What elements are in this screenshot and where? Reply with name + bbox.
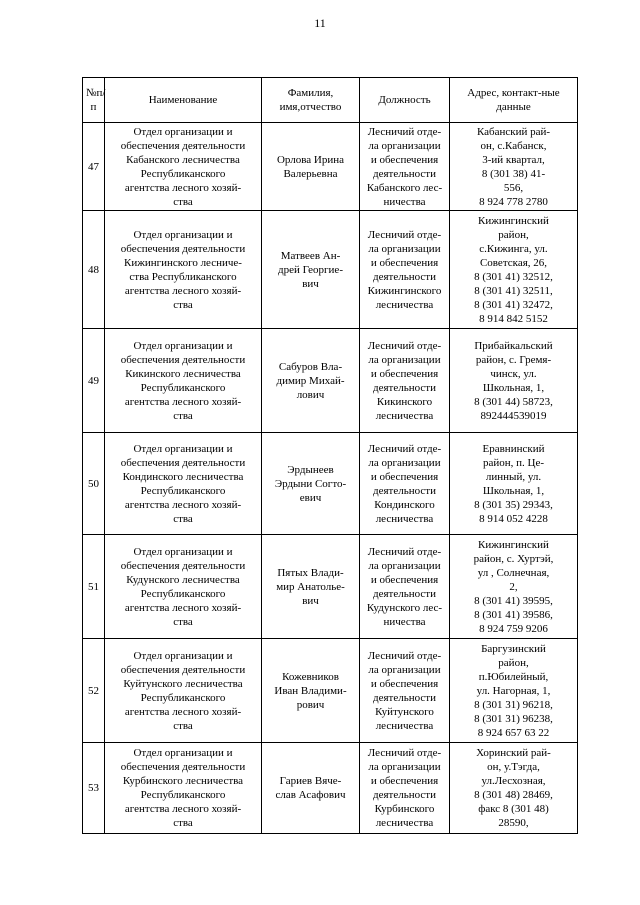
cell-line: Эрдынеев [287, 463, 334, 476]
cell-line: деятельности [373, 270, 436, 283]
cell-line: мир Анатолье- [276, 580, 345, 593]
cell-line: Кижингинского [367, 284, 442, 297]
cell-person-name [262, 123, 360, 211]
cell-line: Гариев Вяче- [279, 775, 342, 787]
cell-line: Куйтунского [375, 705, 434, 718]
cell-line: Кондинского лесничества [122, 470, 244, 483]
cell-line: обеспечения деятельности [120, 242, 246, 255]
cell-line: деятельности [373, 484, 436, 497]
cell-line: агентства лесного хозяй- [124, 395, 242, 408]
cell-line: п [90, 101, 97, 113]
cell-line: 8 914 052 4228 [479, 512, 548, 525]
cell-line: п.Юбилейный, [478, 670, 549, 683]
cell-line: и обеспечения [370, 677, 439, 690]
cell-line: обеспечения деятельности [120, 139, 246, 152]
cell-line: Курбинского лесничества [122, 775, 244, 787]
cell-line: Фамилия, имя, [279, 87, 334, 113]
cell-row-num: 52 [83, 639, 105, 743]
cell-line: Кожевников [282, 670, 339, 683]
cell-line: Кудунского лес- [366, 601, 443, 614]
cell-line: факс 8 (301 48) [478, 803, 549, 815]
cell-line: Иван Владими- [274, 684, 347, 697]
cell-address [450, 743, 578, 834]
cell-position [360, 433, 450, 535]
cell-address [450, 211, 578, 329]
cell-line: ные данные [496, 87, 560, 113]
cell-line: деятельности [373, 789, 436, 801]
cell-line: ул , Солнечная, [477, 566, 550, 579]
cell-line: агентства лесного хозяй- [124, 601, 242, 614]
cell-line: 2, [509, 580, 518, 593]
cell-address [450, 433, 578, 535]
cell-line: Школьная, 1, [482, 484, 545, 497]
cell-line: Кикинского [376, 395, 433, 408]
cell-line: 8 924 657 63 22 [477, 726, 550, 739]
cell-line: он, с.Кабанск, [480, 139, 547, 152]
cell-line: Орлова Ирина [276, 153, 345, 166]
table-row [83, 743, 578, 834]
cell-person-name [262, 329, 360, 433]
cell-line: ства [173, 817, 193, 829]
cell-line: и обеспечения [370, 573, 439, 586]
cell-line: Отдел организации и [133, 228, 233, 241]
cell-address [450, 535, 578, 639]
cell-line: № [86, 87, 97, 99]
cell-line: ул.Лесхозная, [481, 775, 546, 787]
table-row [83, 639, 578, 743]
cell-line: Республиканского [140, 167, 226, 180]
cell-line: агентства лесного хозяй- [124, 284, 242, 297]
cell-line: ства [173, 719, 193, 732]
cell-line: лесничества [375, 719, 434, 732]
header-fio [262, 78, 360, 123]
cell-line: и обеспечения [370, 367, 439, 380]
cell-org-name [105, 329, 262, 433]
cell-line: ничества [383, 195, 426, 208]
cell-line: димир Михай- [276, 374, 345, 387]
cell-line: Школьная, 1, [482, 381, 545, 394]
cell-address [450, 329, 578, 433]
cell-line: агентства лесного хозяй- [124, 803, 242, 815]
cell-line: Кабанского лесничества [126, 153, 240, 166]
cell-line: деятельности [373, 691, 436, 704]
cell-line: Отдел организации и [133, 649, 233, 662]
cell-line: вич [302, 277, 319, 290]
cell-line: Пятых Влади- [277, 566, 344, 579]
cell-line: он, у.Тэгда, [487, 761, 540, 773]
cell-row-num: 50 [83, 433, 105, 535]
cell-line: 8 (301 31) 96238, [474, 712, 553, 725]
cell-line: Кудунского лесничества [126, 573, 240, 586]
cell-line: лесничества [375, 298, 434, 311]
cell-position [360, 743, 450, 834]
cell-line: Лесничий отде- [367, 545, 442, 558]
cell-line: 8 (301 31) 96218, [474, 698, 553, 711]
cell-line: Куйтунского лесничества [123, 677, 243, 690]
cell-person-name [262, 535, 360, 639]
table-row [83, 123, 578, 211]
cell-row-num: 49 [83, 329, 105, 433]
cell-line: с.Кижинга, ул. [479, 242, 548, 255]
table-row [83, 211, 578, 329]
cell-line: Лесничий отде- [367, 649, 442, 662]
cell-line: и обеспечения [370, 153, 439, 166]
cell-line: отчество [300, 101, 342, 113]
cell-line: и обеспечения [370, 256, 439, 269]
cell-line: Матвеев Ан- [280, 249, 341, 262]
cell-line: район, п. Це- [482, 456, 545, 469]
cell-line: 3-ий квартал, [482, 153, 545, 166]
cell-person-name [262, 211, 360, 329]
cell-row-num: 48 [83, 211, 105, 329]
cell-line: 8 914 842 5152 [479, 312, 548, 325]
cell-line: ства [173, 615, 193, 628]
cell-line: деятельности [373, 587, 436, 600]
cell-line: ничества [383, 615, 426, 628]
cell-line: Кабанский рай- [476, 125, 551, 138]
cell-line: 8 (301 41) 39586, [474, 608, 553, 621]
table-row [83, 433, 578, 535]
cell-line: ла организации [368, 761, 441, 773]
cell-line: 8 (301 38) 41- [481, 167, 546, 180]
cell-line: ла организации [368, 242, 441, 255]
cell-line: Отдел организации и [133, 125, 233, 138]
header-position [360, 78, 450, 123]
cell-org-name [105, 433, 262, 535]
cell-line: и обеспечения [370, 775, 439, 787]
table-header-row [83, 78, 578, 123]
cell-line: Прибайкальский [474, 339, 553, 352]
cell-line: Хоринский рай- [476, 747, 551, 759]
cell-line: район, [498, 228, 529, 241]
cell-line: обеспечения деятельности [120, 761, 246, 773]
cell-line: 8 (301 41) 32511, [474, 284, 553, 297]
cell-line: ства [173, 409, 193, 422]
cell-line: Сабуров Вла- [278, 360, 343, 373]
cell-org-name [105, 535, 262, 639]
cell-line: Наименование [148, 94, 218, 106]
cell-line: дрей Георгие- [278, 263, 343, 276]
cell-line: Должность [378, 94, 431, 106]
cell-line: Еравнинский [482, 442, 545, 455]
cell-line: ства [173, 195, 193, 208]
cell-position [360, 535, 450, 639]
cell-line: Адрес, контакт- [467, 87, 542, 99]
cell-line: деятельности [373, 381, 436, 394]
cell-position [360, 639, 450, 743]
cell-line: Отдел организации и [133, 442, 233, 455]
cell-line: 8 (301 41) 32472, [474, 298, 553, 311]
cell-line: ла организации [368, 559, 441, 572]
cell-line: ства [173, 298, 193, 311]
header-name [105, 78, 262, 123]
cell-line: лесничества [375, 409, 434, 422]
cell-line: Республиканского [140, 381, 226, 394]
cell-line: ла организации [368, 139, 441, 152]
cell-line: Кижингинский [478, 538, 549, 551]
cell-line: Лесничий отде- [367, 747, 442, 759]
cell-line: линный, ул. [485, 470, 542, 483]
cell-line: 8 (301 41) 32512, [474, 270, 553, 283]
header-address [450, 78, 578, 123]
cell-line: Республиканского [140, 587, 226, 600]
cell-org-name [105, 123, 262, 211]
cell-row-num: 51 [83, 535, 105, 639]
cell-line: Отдел организации и [133, 339, 233, 352]
cell-line: Валерьевна [283, 167, 338, 180]
cell-line: Кижингинский [478, 214, 549, 227]
cell-line: обеспечения деятельности [120, 353, 246, 366]
cell-line: 892444539019 [480, 409, 547, 422]
cell-line: Лесничий отде- [367, 442, 442, 455]
cell-line: 28590, [498, 817, 529, 829]
cell-line: рович [296, 698, 325, 711]
cell-line: ства [173, 512, 193, 525]
cell-line: ства Республиканского [129, 270, 237, 283]
cell-line: Баргузинский [481, 642, 546, 655]
cell-line: Курбинского [374, 803, 435, 815]
table-row [83, 329, 578, 433]
cell-person-name [262, 639, 360, 743]
cell-org-name [105, 743, 262, 834]
cell-line: район, [498, 656, 529, 669]
cell-line: 8 (301 41) 39595, [474, 594, 553, 607]
cell-line: 556, [503, 181, 524, 194]
cell-line: район, с. Гремя- [475, 353, 552, 366]
cell-line: п/ [96, 87, 106, 99]
cell-line: ла организации [368, 456, 441, 469]
cell-line: лесничества [375, 817, 434, 829]
cell-line: Кижингинского лесниче- [124, 256, 242, 269]
cell-line: 8 (301 48) 28469, [474, 789, 553, 801]
cell-line: Республиканского [140, 691, 226, 704]
cell-line: 8 (301 44) 58723, [474, 395, 553, 408]
cell-line: Кикинского лесничества [125, 367, 241, 380]
cell-line: Эрдыни Согто- [274, 477, 347, 490]
cell-line: 8 (301 35) 29343, [474, 498, 553, 511]
cell-line: лович [296, 388, 325, 401]
cell-line: лесничества [375, 512, 434, 525]
cell-row-num: 53 [83, 743, 105, 834]
cell-line: вич [302, 594, 319, 607]
cell-row-num: 47 [83, 123, 105, 211]
cell-line: агентства лесного хозяй- [124, 181, 242, 194]
cell-line: Лесничий отде- [367, 339, 442, 352]
cell-line: ла организации [368, 353, 441, 366]
cell-line: Лесничий отде- [367, 228, 442, 241]
cell-line: 8 924 759 9206 [479, 622, 548, 635]
cell-line: агентства лесного хозяй- [124, 705, 242, 718]
cell-org-name [105, 211, 262, 329]
cell-address [450, 639, 578, 743]
cell-position [360, 123, 450, 211]
cell-person-name [262, 743, 360, 834]
cell-address [450, 123, 578, 211]
cell-position [360, 211, 450, 329]
forestry-registry-table [82, 77, 578, 834]
cell-line: 8 924 778 2780 [479, 195, 548, 208]
cell-line: слав Асафович [275, 789, 346, 801]
cell-line: ла организации [368, 663, 441, 676]
cell-line: обеспечения деятельности [120, 663, 246, 676]
cell-line: Кабанского лес- [366, 181, 443, 194]
page-number: 11 [314, 16, 326, 30]
cell-line: Республиканского [140, 789, 226, 801]
cell-line: Кондинского [374, 498, 435, 511]
cell-line: Отдел организации и [133, 747, 233, 759]
cell-line: и обеспечения [370, 470, 439, 483]
cell-line: обеспечения деятельности [120, 559, 246, 572]
cell-position [360, 329, 450, 433]
cell-line: ул. Нагорная, 1, [476, 684, 551, 697]
table-row [83, 535, 578, 639]
cell-line: Советская, 26, [479, 256, 548, 269]
header-num [83, 78, 105, 123]
cell-line: Лесничий отде- [367, 125, 442, 138]
cell-line: чинск, ул. [490, 367, 537, 380]
cell-line: Отдел организации и [133, 545, 233, 558]
cell-person-name [262, 433, 360, 535]
cell-line: деятельности [373, 167, 436, 180]
cell-line: обеспечения деятельности [120, 456, 246, 469]
cell-line: агентства лесного хозяй- [124, 498, 242, 511]
cell-line: Республиканского [140, 484, 226, 497]
table-body [83, 123, 578, 834]
cell-line: евич [299, 491, 322, 504]
cell-line: район, с. Хуртэй, [473, 552, 554, 565]
cell-org-name [105, 639, 262, 743]
